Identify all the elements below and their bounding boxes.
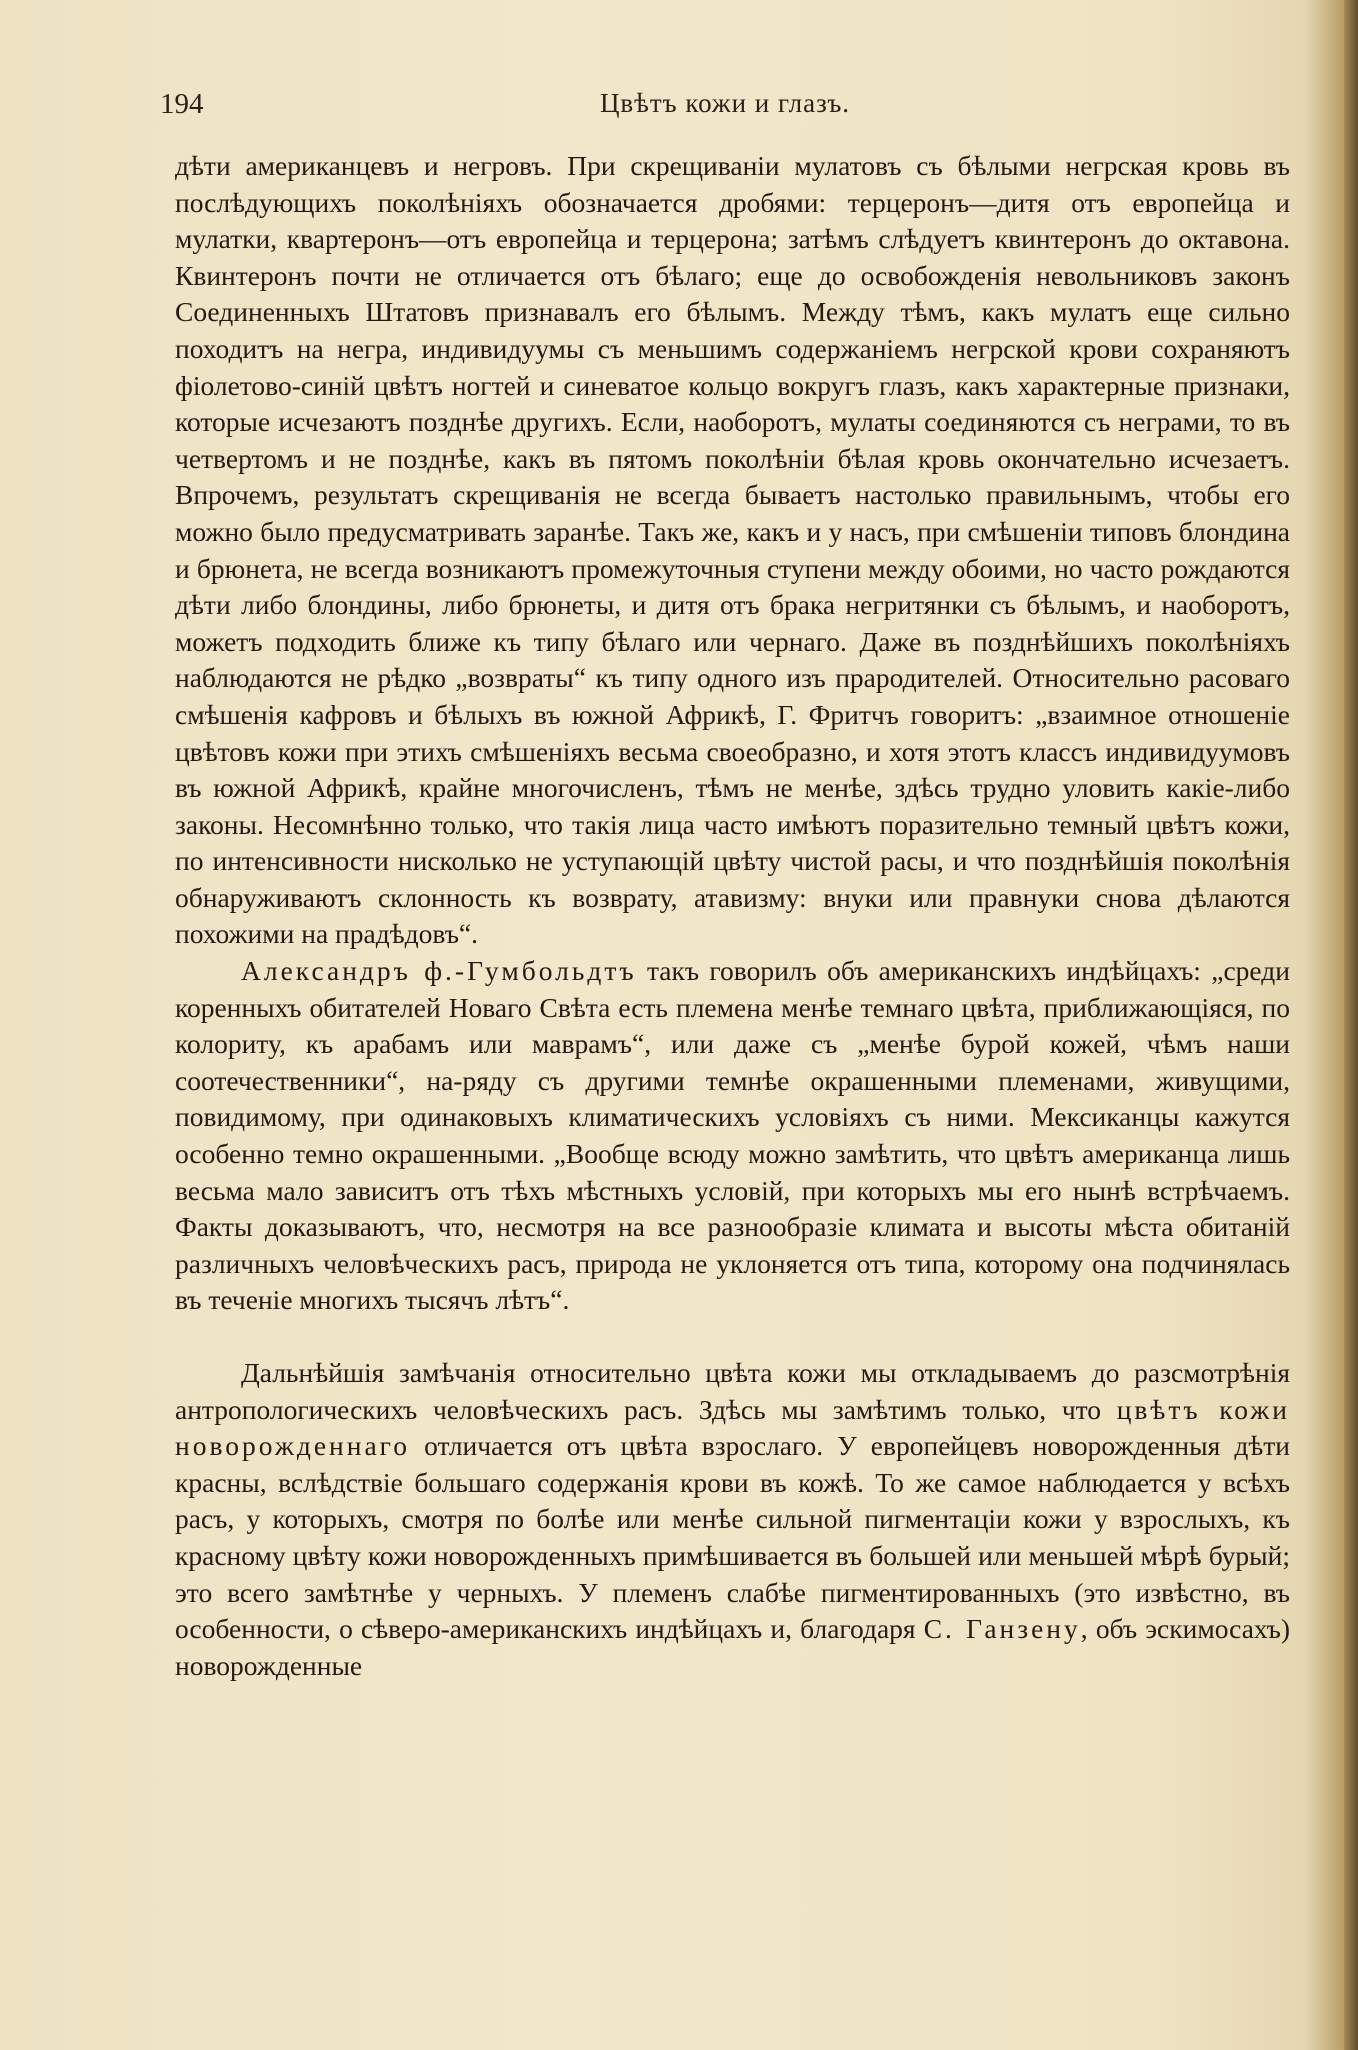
running-title: Цвѣтъ кожи и глазъ. bbox=[599, 88, 851, 118]
page-header bbox=[160, 88, 1290, 128]
paragraph-3-text-end: , объ эскимосахъ) новорожденные bbox=[175, 1613, 1291, 1681]
paragraph-gap bbox=[175, 1319, 1290, 1355]
paragraph-2 bbox=[175, 953, 1290, 1319]
paragraph-1-text: дѣти американцевъ и негровъ. При скрещиваніи мулатовъ съ бѣлыми негрская кровь въ послѣдующихъ поколѣніяхъ обозначается дробями: терцеронъ—дитя отъ европейца и мулатки, квартеронъ—отъ европейца и терцерона; затѣмъ слѣдуетъ квинтеронъ до октавона. Квинтеронъ почти не отличается отъ бѣлаго; еще до освобожденія невольниковъ законъ Соединенныхъ Штатовъ признавалъ его бѣлымъ. Между тѣмъ, какъ мулатъ еще сильно походитъ на негра, индивидуумы съ меньшимъ содержаніемъ негрской крови сохраняютъ фіолетово-синій цвѣтъ ногтей и синеватое кольцо вокругъ глазъ, какъ характерные признаки, которые исчезаютъ позднѣе другихъ. Если, наоборотъ, мулаты соединяются съ неграми, то въ четвертомъ и не позднѣе, какъ въ пятомъ поколѣніи бѣлая кровь окончательно исчезаетъ. Впрочемъ, результатъ скрещиванія не всегда бываетъ настолько правильнымъ, чтобы его можно было предусматривать заранѣе. Такъ же, какъ и у насъ, при смѣшеніи типовъ блондина и брюнета, не всегда возникаютъ промежуточныя ступени между обоими, но часто рождаются дѣти либо блондины, либо брюнеты, и дитя отъ брака негритянки съ бѣлымъ, и наоборотъ, можетъ подходить ближе къ типу бѣлаго или чернаго. Даже въ позднѣйшихъ поколѣніяхъ наблюдаются не рѣдко „возвраты“ къ типу одного изъ прародителей. Относительно расоваго смѣшенія кафровъ и бѣлыхъ въ южной Африкѣ, Г. Фритчъ говоритъ: „взаимное отношеніе цвѣтовъ кожи при этихъ смѣшеніяхъ весьма своеобразно, и хотя этотъ классъ индивидуумовъ въ южной Африкѣ, крайне многочисленъ, тѣмъ не менѣе, здѣсь трудно уловить какіе-либо законы. Несомнѣнно только, что такія лица часто имѣютъ поразительно темный цвѣтъ кожи, по интенсивности нисколько не уступающій цвѣту чистой расы, и что позднѣйшія поколѣнія обнаруживаютъ склонность къ возврату, атавизму: внуки или правнуки снова дѣлаются похожими на прадѣдовъ“. bbox=[175, 150, 1290, 950]
paragraph-3-spaced: цвѣтъ кожи новорожденнаго bbox=[175, 1393, 1290, 1462]
body-text bbox=[175, 148, 1290, 1684]
paragraph-3-text: Дальнѣйшія замѣчанія относительно цвѣта кожи мы откладываемъ до разсмотрѣнія антропологическихъ человѣческихъ расъ. Здѣсь мы замѣтимъ только, что bbox=[175, 1357, 1290, 1425]
paragraph-3-text-after: отличается отъ цвѣта взрослаго. У европейцевъ новорожденныя дѣти красны, вслѣдствіе большаго содержанія крови въ кожѣ. То же самое наблюдается у всѣхъ расъ, у которыхъ, смотря по болѣе или менѣе сильной пигментаціи кожи у взрослыхъ, къ красному цвѣту кожи новорожденныхъ примѣшивается въ большей или меньшей мѣрѣ бурый; это всего замѣтнѣе у черныхъ. У племенъ слабѣе пигментированныхъ (это извѣстно, въ особенности, о сѣверо-американскихъ индѣйцахъ и, благодаря bbox=[175, 1430, 1290, 1645]
paragraph-2-text: такъ говорилъ объ американскихъ индѣйцахъ: „среди коренныхъ обитателей Новаго Свѣта есть племена менѣе темнаго цвѣта, приближающіяся, по колориту, къ арабамъ или маврамъ“, или даже съ „менѣе бурой кожей, чѣмъ наши соотечественники“, на-ряду съ другими темнѣе окрашенными племенами, живущими, повидимому, при одинаковыхъ климатическихъ условіяхъ съ ними. Мексиканцы кажутся особенно темно окрашенными. „Вообще всюду можно замѣтить, что цвѣтъ американца лишь весьма мало зависитъ отъ тѣхъ мѣстныхъ условій, при которыхъ мы его нынѣ встрѣчаемъ. Факты доказываютъ, что, несмотря на все разнообразіе климата и высоты мѣста обитаній различныхъ человѣческихъ расъ, природа не уклоняется отъ типа, которому она подчинялась въ теченіе многихъ тысячъ лѣтъ“. bbox=[175, 955, 1290, 1316]
page-edge bbox=[1344, 0, 1358, 2050]
paragraph-1 bbox=[175, 148, 1290, 953]
paragraph-2-lead: Александръ ф.-Гумбольдтъ bbox=[241, 955, 637, 987]
paragraph-3-spaced-name: С. Ганзену bbox=[923, 1613, 1081, 1645]
page-number: 194 bbox=[160, 88, 204, 120]
paragraph-3 bbox=[175, 1355, 1290, 1684]
